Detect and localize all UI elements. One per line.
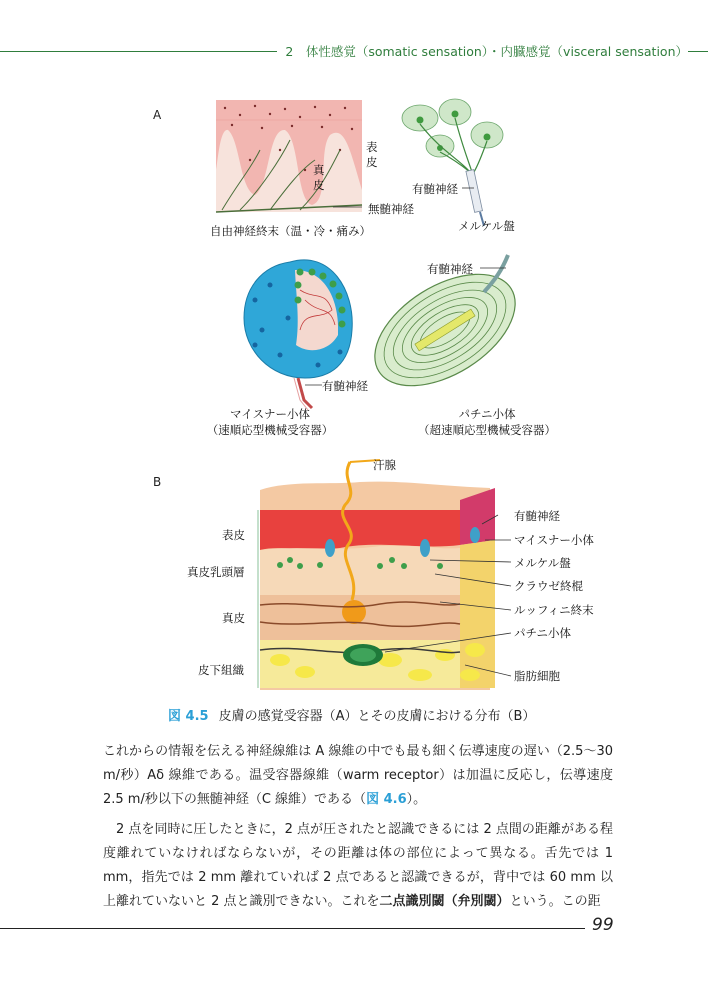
paragraph-2-text: 2 点を同時に圧したときに，2 点が圧されたと認識できるには 2 点間の距離がある程度離れていなければならないが，その距離は体の部位によって異なる。舌先では 1 mm，指先では 2 mm 離れていれば 2 点であると認識できるが，背中では 60 mm 以上離れていないと 2 点と識別できない。これを [103, 822, 613, 909]
term-two-point-threshold: 二点識別閾（弁別閾） [379, 894, 510, 909]
merkel-disc-illustration [402, 99, 503, 226]
caption-pacini-line2: （超速順応型機械受容器） [418, 423, 556, 437]
label-b-pacini: パチニ小体 [514, 626, 572, 640]
label-merkel-myelinated-nerve: 有髄神経 [412, 182, 458, 196]
free-nerve-endings-illustration [216, 100, 362, 212]
label-b-merkel: メルケル盤 [514, 556, 571, 570]
label-meissner-myelinated-nerve: 有髄神経 [322, 379, 368, 393]
caption-meissner [200, 406, 340, 438]
label-b-meissner: マイスナー小体 [514, 533, 594, 547]
caption-meissner-line2: （速順応型機械受容器） [206, 423, 334, 437]
label-b-ruffini: ルッフィニ終末 [514, 603, 594, 617]
label-b-krause: クラウゼ終棍 [514, 579, 583, 593]
paragraph-2 [103, 818, 613, 914]
figure-number: 図 4.5 [168, 709, 209, 724]
label-unmyelinated-nerve: 無髄神経 [368, 202, 414, 216]
figure-caption-text: 皮膚の感覚受容器（A）とその皮膚における分布（B） [218, 709, 536, 724]
paragraph-1-text: これからの情報を伝える神経線維は A 線維の中でも最も細く伝導速度の遅い（2.5～30 m/秒）Aδ 線維である。温受容器線維（warm receptor）は加温に反応し，伝導速度 2.5 m/秒以下の無髄神経（C 線維）である（ [103, 744, 613, 807]
caption-merkel-disc: メルケル盤 [458, 219, 515, 233]
panel-b-label: B [153, 475, 162, 489]
label-pacini-myelinated-nerve: 有髄神経 [427, 262, 473, 276]
label-epidermis-a: 表 皮 [366, 140, 378, 169]
running-title: 2 体性感覚（somatic sensation）・内臓感覚（visceral sensation） [277, 42, 688, 60]
caption-free-nerve-endings: 自由神経終末（温・冷・痛み） [210, 224, 371, 238]
caption-meissner-line1: マイスナー小体 [230, 407, 310, 421]
skin-cross-section-illustration [258, 460, 495, 690]
paragraph-1-end: ）。 [406, 792, 427, 807]
panel-a-label: A [153, 108, 162, 122]
figure-reference-link[interactable]: 図 4.6 [366, 792, 407, 807]
label-epidermis-b: 表皮 [222, 528, 245, 542]
label-subcutaneous: 皮下組織 [198, 663, 244, 677]
label-b-fat-cells: 脂肪細胞 [514, 669, 560, 683]
page-number: 99 [592, 915, 614, 935]
figure-caption [168, 705, 535, 724]
footer-rule [0, 928, 585, 929]
caption-pacini [412, 406, 562, 438]
paragraph-1 [103, 740, 613, 812]
label-papillary-dermis: 真皮乳頭層 [187, 565, 245, 579]
label-sweat-gland: 汗腺 [373, 458, 396, 472]
caption-pacini-line1: パチニ小体 [458, 407, 516, 421]
label-dermis-a: 真 皮 [313, 163, 325, 192]
paragraph-2-end: という。この距 [509, 894, 601, 909]
label-dermis-b: 真皮 [222, 611, 245, 625]
label-b-myelinated-nerve: 有髄神経 [514, 509, 560, 523]
